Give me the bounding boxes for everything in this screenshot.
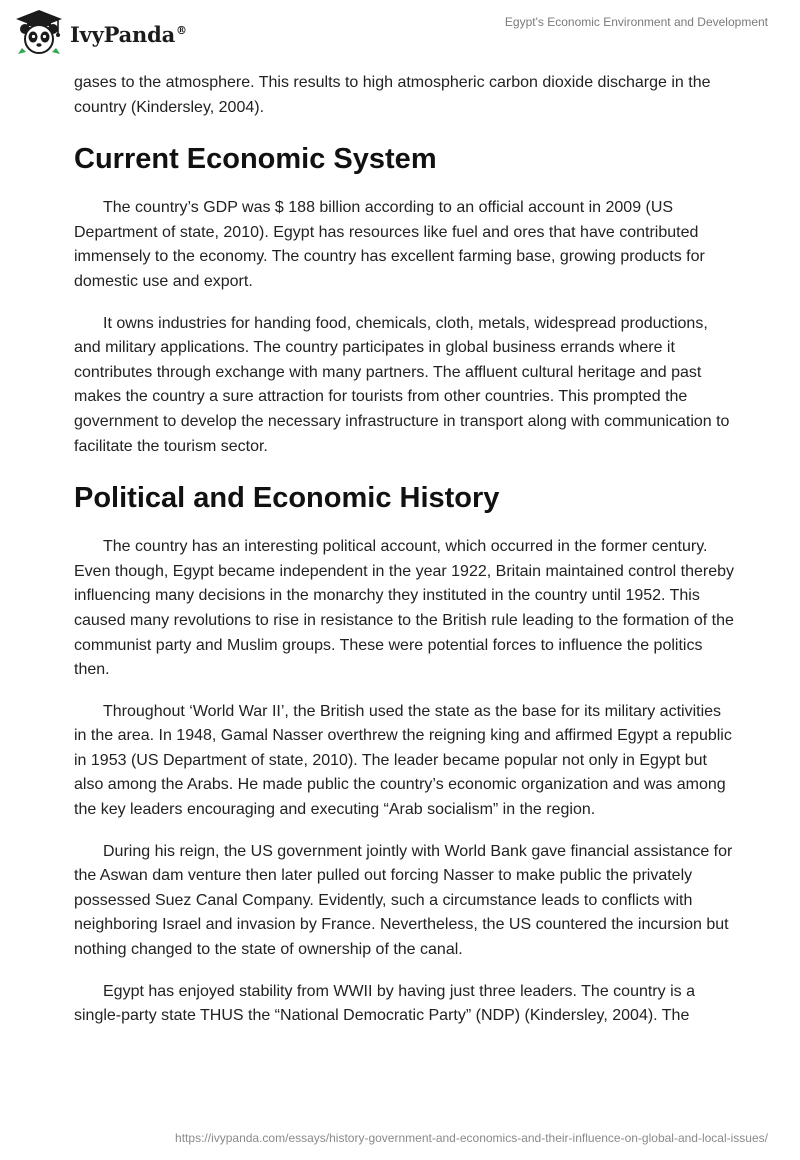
paragraph: During his reign, the US government jointly with World Bank gave financial assistance for the Aswan dam venture then later pulled out forcing Nasser to make public the privately possessed Suez Canal Company. Evidently, such a circumstance leads to conflicts with neighboring Israel and invasion by France. Nevertheless, the US countered the incursion but nothing changed to the state of ownership of the canal. (74, 842, 733, 959)
paragraph: Throughout ‘World War II’, the British used the state as the base for its military activities in the area. In 1948, Gamal Nasser overthrew the reigning king and affirmed Egypt a republic in 1953 (US Department of state, 2010). The leader became popular not only in Egypt but also among the Arabs. He made public the country’s economic organization and was among the key leaders encouraging and executing “Arab socialism” in the region. (74, 702, 732, 819)
lead-paragraph: gases to the atmosphere. This results to high atmospheric carbon dioxide discharge in the country (Kindersley, 2004). (74, 74, 711, 116)
page-header (0, 0, 800, 70)
paragraph: It owns industries for handing food, chemicals, cloth, metals, widespread productions, and military applications. The country participates in global business errands where it contributes through exchange with many partners. The affluent cultural heritage and past makes the country a sure attraction for tourists from other countries. This prompted the government to develop the necessary infrastructure in transport along with communication to facilitate the tourism sector. (74, 314, 730, 455)
section-heading-political-and-economic-history: Political and Economic History (74, 482, 500, 515)
section-heading-current-economic-system: Current Economic System (74, 143, 437, 176)
essay-content (74, 70, 734, 1029)
paragraph: Egypt has enjoyed stability from WWII by having just three leaders. The country is a single-party state THUS the “National Democratic Party” (NDP) (Kindersley, 2004). The (74, 982, 695, 1025)
paragraph: The country’s GDP was $ 188 billion according to an official account in 2009 (US Department of state, 2010). Egypt has resources like fuel and ores that have contributed immensely to the economy. The country has excellent farming base, growing products for domestic use and export. (74, 199, 705, 290)
ivypanda-logo[interactable] (14, 8, 187, 56)
panda-graduate-icon (14, 8, 64, 56)
source-url-link[interactable]: https://ivypanda.com/essays/history-government-and-economics-and-their-influence-on-global-and-local-issues/ (175, 1131, 768, 1145)
document-title: Egypt's Economic Environment and Development (504, 15, 768, 29)
brand-name: IvyPanda® (70, 21, 187, 47)
paragraph: The country has an interesting political account, which occurred in the former century. Even though, Egypt became independent in the year 1922, Britain maintained control thereby influencing many decisions in the monarchy they instituted in the country until 1952. This caused many revolutions to rise in resistance to the British rule leading to the formation of the communist party and Muslim groups. These were potential forces to influence the politics then. (74, 538, 734, 679)
